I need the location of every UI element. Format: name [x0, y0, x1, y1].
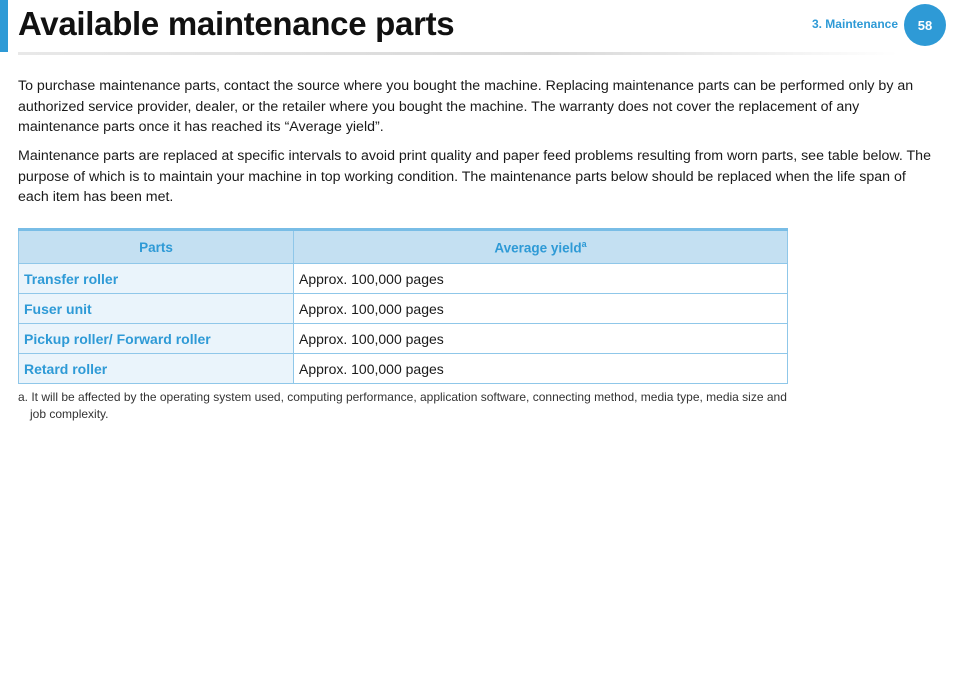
table-row [19, 264, 788, 294]
footnote-marker[interactable]: a [581, 238, 587, 249]
parts-column-header [19, 230, 294, 264]
yield-column-header [294, 230, 788, 264]
table-row [19, 294, 788, 324]
page-title: Available maintenance parts [18, 5, 455, 42]
yield-cell: Approx. 100,000 pages [294, 354, 788, 384]
part-name-cell: Retard roller [19, 354, 294, 384]
yield-cell: Approx. 100,000 pages [294, 264, 788, 294]
part-name-cell: Fuser unit [19, 294, 294, 324]
table-row [19, 354, 788, 384]
part-name-cell: Transfer roller [19, 264, 294, 294]
chapter-label[interactable]: 3. Maintenance [811, 17, 898, 31]
table-row [19, 324, 788, 354]
header-accent-bar [0, 0, 8, 52]
part-name-cell: Pickup roller/ Forward roller [19, 324, 294, 354]
parts-header-label: Parts [139, 239, 173, 255]
page-number-badge: 58 [904, 4, 946, 46]
yield-header-label: Average yield [494, 240, 582, 256]
yield-cell: Approx. 100,000 pages [294, 294, 788, 324]
header-divider [18, 52, 898, 55]
interval-paragraph: Maintenance parts are replaced at specific intervals to avoid print quality and paper feed problems resulting from worn parts, see table below. The purpose of which is to maintain your machine in top working condition. The maintenance parts below should be replaced when the life span of each item has been met. [18, 148, 931, 205]
maintenance-parts-table [18, 228, 788, 384]
table-footnote: a. It will be affected by the operating system used, computing performance, application software, connecting method, media type, media size and job complexity. [18, 390, 787, 421]
yield-cell: Approx. 100,000 pages [294, 324, 788, 354]
table-header-row [19, 230, 788, 264]
intro-paragraph: To purchase maintenance parts, contact the source where you bought the machine. Replacing maintenance parts can be performed only by an authorized service provider, dealer, or the retailer where you bought the machine. The warranty does not cover the replacement of any maintenance parts once it has reached its “Average yield”. [18, 78, 914, 135]
